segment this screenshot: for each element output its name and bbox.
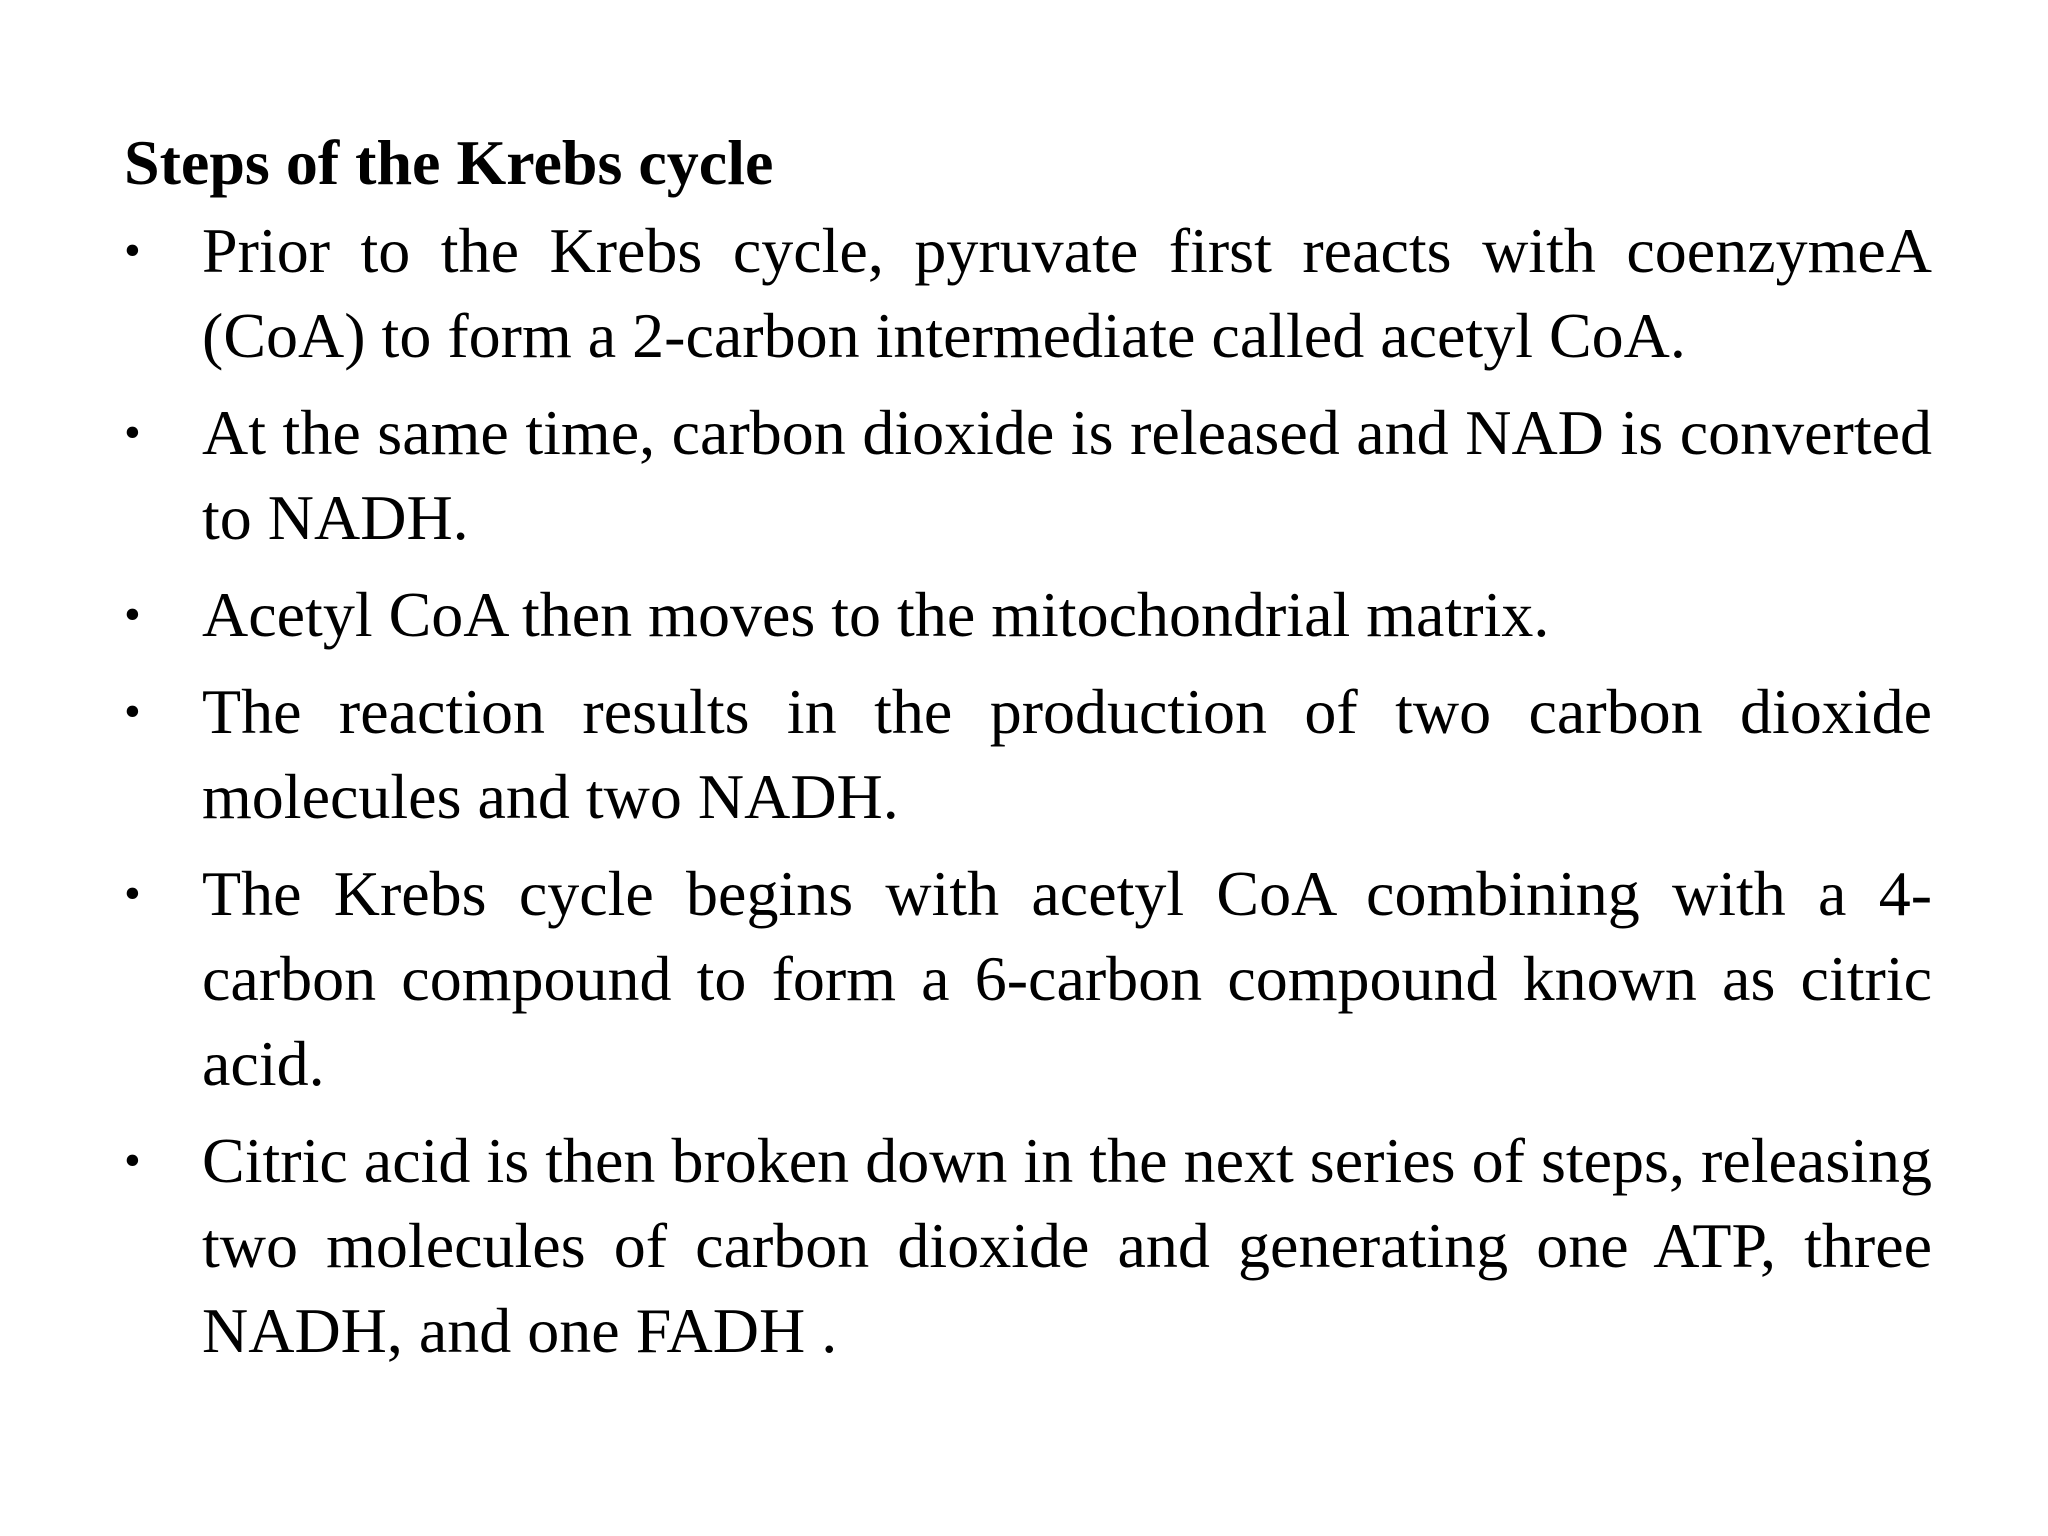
bullet-dot-icon: • [124, 588, 141, 641]
bullet-dot-icon: • [124, 1134, 141, 1187]
bullet-item [124, 669, 1932, 839]
bullet-item [124, 390, 1932, 560]
bullet-item [124, 572, 1932, 657]
bullet-text: Prior to the Krebs cycle, pyruvate first reacts with coenzymeA (CoA) to form a 2-carbon intermediate called acetyl CoA. [202, 215, 1932, 371]
slide-title: Steps of the Krebs cycle [124, 127, 774, 198]
bullet-dot-icon: • [124, 867, 141, 920]
bullet-text: At the same time, carbon dioxide is released and NAD is converted to NADH. [202, 397, 1932, 553]
bullet-dot-icon: • [124, 406, 141, 459]
bullet-item [124, 208, 1932, 378]
bullet-text: Acetyl CoA then moves to the mitochondrial matrix. [202, 579, 1550, 650]
bullet-item [124, 851, 1932, 1106]
bullet-dot-icon: • [124, 685, 141, 738]
bullet-item [124, 1118, 1932, 1373]
bullet-list [124, 208, 1932, 1385]
bullet-text: The reaction results in the production of two carbon dioxide molecules and two NADH. [202, 676, 1932, 832]
bullet-text: Citric acid is then broken down in the next series of steps, releasing two molecules of carbon dioxide and generating one ATP, three NADH, and one FADH . [202, 1125, 1932, 1366]
bullet-text: The Krebs cycle begins with acetyl CoA combining with a 4-carbon compound to form a 6-carbon compound known as citric acid. [202, 858, 1932, 1099]
bullet-dot-icon: • [124, 224, 141, 277]
